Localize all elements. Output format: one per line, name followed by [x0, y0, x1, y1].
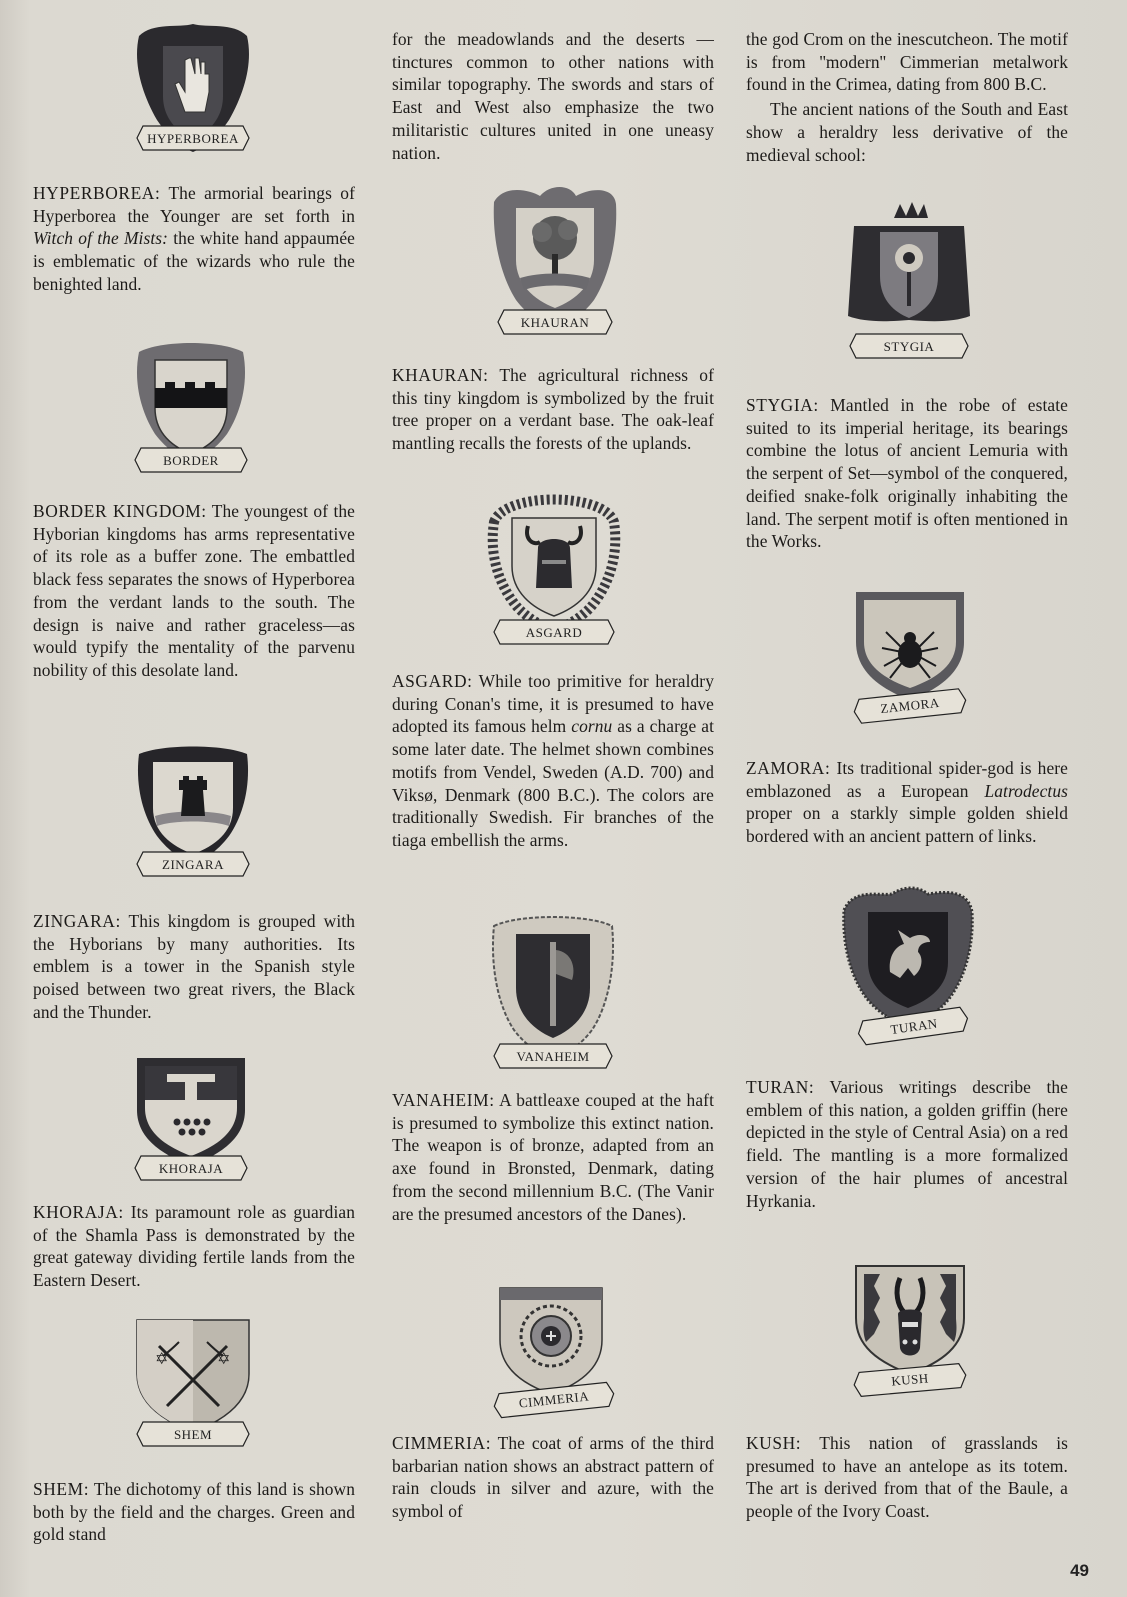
asgard-name: ASGARD:	[392, 671, 473, 691]
shem-banner: SHEM	[173, 1427, 213, 1442]
cimmeria-banner: CIMMERIA	[518, 1388, 590, 1411]
cimmeria-name: CIMMERIA:	[392, 1433, 492, 1453]
kush-name: KUSH:	[746, 1433, 802, 1453]
turan-shield	[838, 886, 978, 1056]
cimmeria-continued-para: The ancient nations of the South and East show a heraldry less derivative of the medieval school:	[746, 99, 1068, 165]
zamora-italic: Latrodectus	[984, 780, 1068, 801]
hyperborea-banner: HYPERBOREA	[147, 131, 239, 146]
khauran-entry	[392, 364, 714, 455]
cimmeria-shield	[490, 1282, 620, 1432]
kush-shield	[850, 1262, 970, 1412]
zamora-shield	[850, 588, 970, 738]
cimmeria-entry	[392, 1432, 714, 1523]
cimmeria-continued-entry	[746, 28, 1068, 166]
hyperborea-text-before: The armorial bearings of Hyperborea the Younger are set forth in	[33, 183, 355, 226]
border-entry	[33, 500, 355, 682]
hyperborea-name: HYPERBOREA:	[33, 183, 161, 203]
turan-entry	[746, 1076, 1068, 1212]
turan-text: Various writings describe the emblem of this nation, a golden griffin (here depicted in the style of Central Asia) on a red field. The mantling is a more formalized version of the hair plumes of ancestral Hyrkania.	[746, 1077, 1068, 1211]
zingara-banner: ZINGARA	[162, 857, 224, 872]
zamora-entry	[746, 757, 1068, 848]
shem-continued-entry	[392, 28, 714, 164]
asgard-text-after: as a charge at some later date. The helmet shown combines motifs from Vendel, Sweden (A.D. 700) and Viksø, Denmark (800 B.C.). The colors are traditionally Swedish. Fir branches of the tiaga embellish the arms.	[392, 716, 714, 850]
stygia-entry	[746, 394, 1068, 553]
shem-name: SHEM:	[33, 1479, 90, 1499]
tower-icon	[179, 776, 207, 816]
asgard-banner: ASGARD	[525, 625, 583, 640]
khauran-name: KHAURAN:	[392, 365, 489, 385]
zamora-name: ZAMORA:	[746, 758, 831, 778]
khauran-text: The agricultural richness of this tiny kingdom is symbolized by the fruit tree proper on a verdant base. The oak-leaf mantling recalls the forests of the uplands.	[392, 365, 714, 454]
hyperborea-entry	[33, 182, 355, 296]
hyperborea-text-after: the white hand appaumée is emblematic of the wizards who rule the benighted land.	[33, 228, 356, 294]
vanaheim-name: VANAHEIM:	[392, 1090, 495, 1110]
vanaheim-text: A battleaxe couped at the haft is presumed to symbolize this extinct nation. The weapon is of bronze, adapted from an axe found in Bronsted, Denmark, dating from the second millennium B.C. (The Vanir are the presumed ancestors of the Danes).	[392, 1090, 714, 1224]
shem-continued-text: for the meadowlands and the deserts —tinctures common to other nations with similar topography. The swords and stars of East and West also emphasize the two militaristic cultures united in one uneasy nation.	[392, 29, 714, 163]
turan-name: TURAN:	[746, 1077, 815, 1097]
khoraja-name: KHORAJA:	[33, 1202, 124, 1222]
page-number: 49	[1070, 1561, 1089, 1580]
stygia-shield	[844, 196, 974, 376]
border-banner: BORDER	[163, 453, 219, 468]
vanaheim-shield	[488, 916, 618, 1086]
zingara-shield	[133, 746, 253, 896]
asgard-italic: cornu	[571, 716, 613, 737]
crown-icon	[894, 202, 928, 218]
kush-entry	[746, 1432, 1068, 1523]
zamora-text-after: proper on a starkly simple golden shield bordered with an ancient pattern of links.	[746, 803, 1068, 847]
hyperborea-italic: Witch of the Mists:	[33, 228, 169, 249]
asgard-entry	[392, 670, 714, 852]
kush-banner: KUSH	[890, 1370, 930, 1389]
cimmeria-continued-text: the god Crom on the inescutcheon. The motif is from ''modern'' Cimmerian metalwork found in the Crimea, dating from 800 B.C.	[746, 29, 1068, 95]
shem-entry	[33, 1478, 355, 1546]
khoraja-banner: KHORAJA	[158, 1161, 224, 1176]
khoraja-shield	[131, 1050, 251, 1200]
stygia-name: STYGIA:	[746, 395, 819, 415]
zingara-name: ZINGARA:	[33, 911, 121, 931]
khoraja-entry	[33, 1201, 355, 1292]
border-name: BORDER KINGDOM:	[33, 501, 207, 521]
asgard-text-before: While too primitive for heraldry during Conan's time, it is presumed to have adopted its famous helm	[392, 671, 714, 737]
khauran-shield	[490, 182, 620, 352]
stygia-banner: STYGIA	[883, 339, 935, 354]
cimmeria-text: The coat of arms of the third barbarian nation shows an abstract pattern of rain clouds in silver and azure, with the symbol of	[392, 1433, 714, 1522]
khoraja-text: Its paramount role as guardian of the Shamla Pass is demonstrated by the great gateway dividing fertile lands from the Eastern Desert.	[33, 1202, 355, 1291]
vanaheim-entry	[392, 1089, 714, 1225]
shem-text: The dichotomy of this land is shown both by the field and the charges. Green and gold stand	[33, 1479, 355, 1545]
zamora-banner: ZAMORA	[879, 694, 941, 717]
shem-shield	[133, 1316, 253, 1466]
border-shield	[131, 342, 251, 492]
star-right-icon: ✡	[217, 1351, 231, 1368]
vanaheim-banner: VANAHEIM	[516, 1049, 590, 1064]
khauran-banner: KHAURAN	[520, 315, 590, 330]
stygia-text: Mantled in the robe of estate suited to its imperial heritage, its bearings combine the lotus of ancient Lemuria with the serpent of Set—symbol of the conquered, deified snake-folk originally inhabiting the land. The serpent motif is often mentioned in the Works.	[746, 395, 1068, 552]
zamora-text-before: Its traditional spider-god is here emblazoned as a European	[746, 758, 1068, 801]
zingara-entry	[33, 910, 355, 1024]
hyperborea-shield	[133, 22, 253, 182]
zingara-text: This kingdom is grouped with the Hyborians by many authorities. Its emblem is a tower in the Spanish style poised between two great rivers, the Black and the Thunder.	[33, 911, 355, 1022]
kush-text: This nation of grasslands is presumed to have an antelope as its totem. The art is derived from that of the Baule, a people of the Ivory Coast.	[746, 1433, 1068, 1522]
asgard-shield	[484, 492, 624, 662]
star-left-icon: ✡	[155, 1351, 169, 1368]
turan-banner: TURAN	[889, 1015, 939, 1038]
border-text: The youngest of the Hyborian kingdoms has arms representative of its role as a buffer zone. The embattled black fess separates the snows of Hyperborea from the verdant lands to the south. The design is naive and rather graceless—as would typify the mentality of the parvenu nobility of this desolate land.	[33, 501, 355, 680]
